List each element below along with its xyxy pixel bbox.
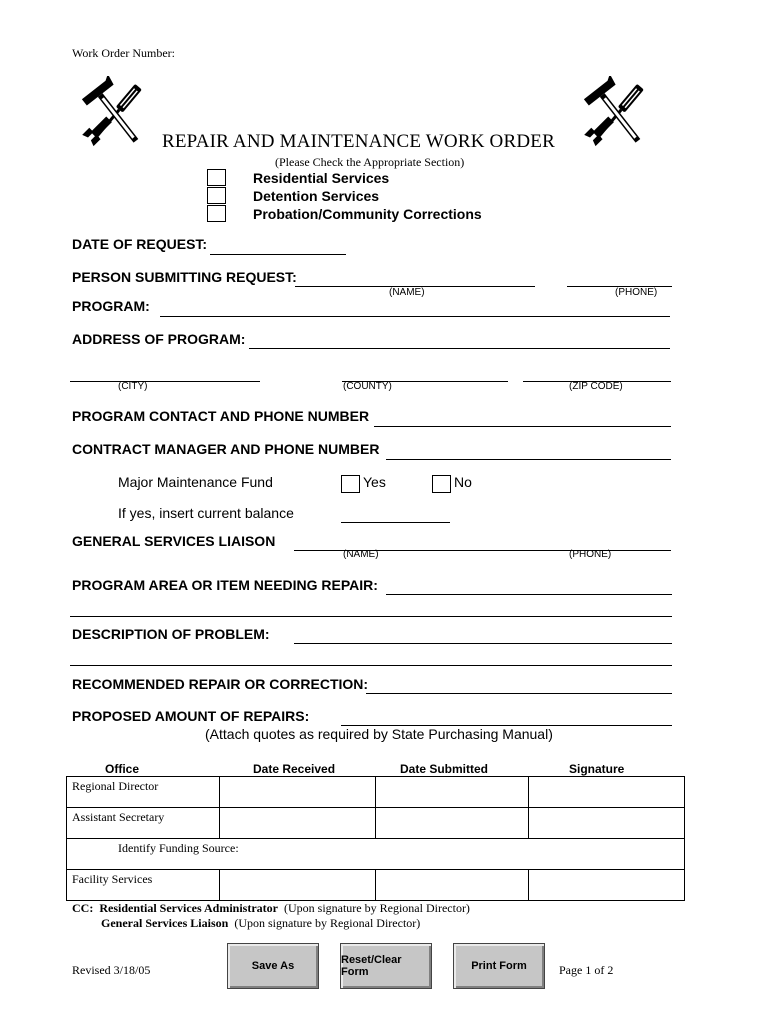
zip-code-hint: (ZIP CODE) bbox=[569, 381, 623, 392]
date-received-cell[interactable] bbox=[219, 777, 375, 808]
program-contact-label: PROGRAM CONTACT AND PHONE NUMBER bbox=[72, 408, 370, 424]
date-submitted-cell[interactable] bbox=[375, 777, 529, 808]
city-hint: (CITY) bbox=[118, 381, 148, 392]
proposed-amount-label: PROPOSED AMOUNT OF REPAIRS: bbox=[72, 708, 310, 724]
office-cell: Assistant Secretary bbox=[67, 808, 220, 839]
date-submitted-cell[interactable] bbox=[375, 870, 529, 901]
probation-corrections-checkbox[interactable] bbox=[207, 205, 226, 222]
page-number: Page 1 of 2 bbox=[559, 963, 614, 977]
program-field[interactable] bbox=[160, 316, 670, 317]
cc-gs-liaison: General Services Liaison bbox=[101, 916, 229, 930]
residential-services-checkbox[interactable] bbox=[207, 169, 226, 186]
date-received-cell[interactable] bbox=[219, 808, 375, 839]
date-received-cell[interactable] bbox=[219, 870, 375, 901]
table-row bbox=[67, 870, 685, 901]
program-contact-field[interactable] bbox=[374, 426, 671, 427]
residential-services-label: Residential Services bbox=[253, 170, 390, 186]
signature-cell[interactable] bbox=[529, 808, 685, 839]
col-header-date-submitted: Date Submitted bbox=[400, 762, 489, 776]
detention-services-label: Detention Services bbox=[253, 188, 380, 204]
cc-prefix: CC: bbox=[72, 901, 94, 915]
address-field[interactable] bbox=[249, 348, 670, 349]
program-label: PROGRAM: bbox=[72, 298, 150, 314]
program-area-field-2[interactable] bbox=[70, 616, 672, 617]
county-hint: (COUNTY) bbox=[343, 381, 392, 392]
date-submitted-cell[interactable] bbox=[375, 808, 529, 839]
page-subtitle: (Please Check the Appropriate Section) bbox=[275, 155, 465, 169]
gs-phone-hint: (PHONE) bbox=[569, 549, 612, 560]
date-of-request-label: DATE OF REQUEST: bbox=[72, 236, 208, 252]
approval-table bbox=[66, 776, 685, 901]
contract-manager-field[interactable] bbox=[386, 459, 671, 460]
phone-hint: (PHONE) bbox=[615, 287, 658, 298]
recommended-repair-field[interactable] bbox=[366, 693, 672, 694]
col-header-signature: Signature bbox=[569, 762, 625, 776]
cc-line-2 bbox=[101, 916, 420, 931]
fund-no-label: No bbox=[454, 474, 472, 490]
print-form-button[interactable]: Print Form bbox=[453, 943, 545, 989]
save-as-button[interactable]: Save As bbox=[227, 943, 319, 989]
attach-quotes-note: (Attach quotes as required by State Purchasing Manual) bbox=[205, 726, 553, 742]
work-order-number-label: Work Order Number: bbox=[72, 46, 176, 60]
gs-name-hint: (NAME) bbox=[343, 549, 379, 560]
if-yes-balance-label: If yes, insert current balance bbox=[118, 505, 294, 521]
address-label: ADDRESS OF PROGRAM: bbox=[72, 331, 246, 347]
table-row bbox=[67, 777, 685, 808]
funding-source-cell[interactable]: Identify Funding Source: bbox=[67, 839, 685, 870]
fund-yes-checkbox[interactable] bbox=[341, 475, 360, 493]
description-field[interactable] bbox=[294, 643, 672, 644]
description-field-2[interactable] bbox=[70, 665, 672, 666]
cc-line-1 bbox=[72, 901, 470, 916]
contract-manager-label: CONTRACT MANAGER AND PHONE NUMBER bbox=[72, 441, 380, 457]
fund-no-checkbox[interactable] bbox=[432, 475, 451, 493]
cc-residential-admin: Residential Services Administrator bbox=[99, 901, 278, 915]
program-area-label: PROGRAM AREA OR ITEM NEEDING REPAIR: bbox=[72, 577, 378, 593]
probation-corrections-label: Probation/Community Corrections bbox=[253, 206, 482, 222]
office-cell: Facility Services bbox=[67, 870, 220, 901]
col-header-date-received: Date Received bbox=[253, 762, 336, 776]
revised-date: Revised 3/18/05 bbox=[72, 963, 151, 977]
reset-clear-form-button[interactable]: Reset/Clear Form bbox=[340, 943, 432, 989]
current-balance-field[interactable] bbox=[341, 522, 450, 523]
cc-line1-note: (Upon signature by Regional Director) bbox=[283, 901, 470, 915]
gs-liaison-label: GENERAL SERVICES LIAISON bbox=[72, 533, 276, 549]
signature-cell[interactable] bbox=[529, 777, 685, 808]
person-submitting-label: PERSON SUBMITTING REQUEST: bbox=[72, 269, 297, 285]
city-field[interactable] bbox=[70, 381, 260, 382]
cc-line2-note: (Upon signature by Regional Director) bbox=[234, 916, 421, 930]
recommended-repair-label: RECOMMENDED REPAIR OR CORRECTION: bbox=[72, 676, 369, 692]
description-label: DESCRIPTION OF PROBLEM: bbox=[72, 626, 270, 642]
col-header-office: Office bbox=[105, 762, 140, 776]
major-fund-label: Major Maintenance Fund bbox=[118, 474, 273, 490]
office-cell: Regional Director bbox=[67, 777, 220, 808]
page-title: REPAIR AND MAINTENANCE WORK ORDER bbox=[162, 131, 555, 152]
table-row bbox=[67, 808, 685, 839]
tools-icon-left bbox=[72, 76, 158, 152]
program-area-field[interactable] bbox=[386, 594, 672, 595]
detention-services-checkbox[interactable] bbox=[207, 187, 226, 204]
table-row bbox=[67, 839, 685, 870]
fund-yes-label: Yes bbox=[363, 474, 386, 490]
name-hint: (NAME) bbox=[389, 287, 425, 298]
date-of-request-field[interactable] bbox=[210, 254, 346, 255]
signature-cell[interactable] bbox=[529, 870, 685, 901]
tools-icon-right bbox=[574, 76, 660, 152]
